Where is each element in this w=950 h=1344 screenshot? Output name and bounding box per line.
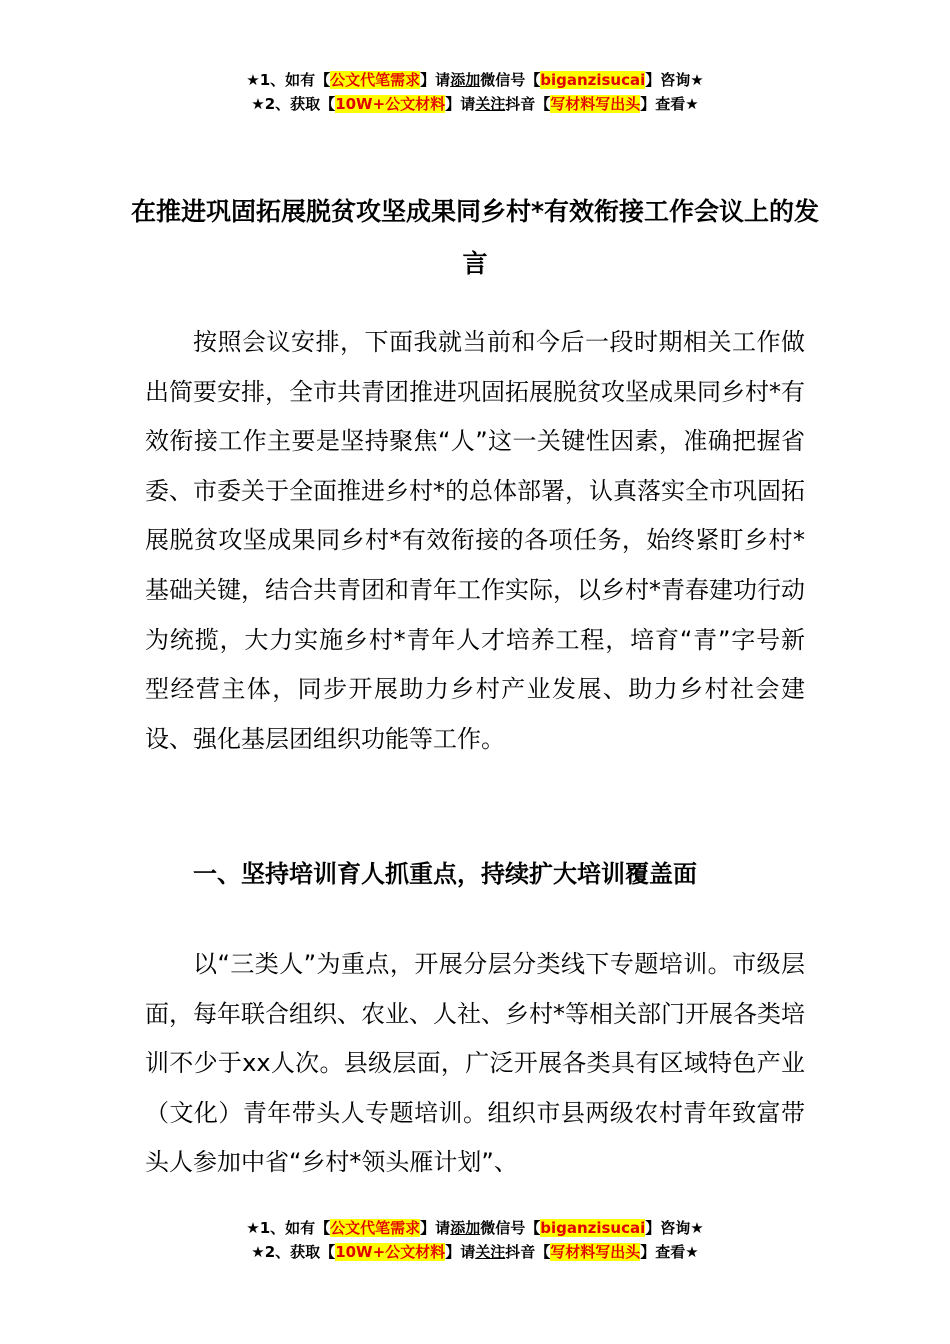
banner-emphasis: 关注 <box>475 1243 506 1261</box>
banner-text: ★2、获取【 <box>251 95 336 113</box>
document-title: 在推进巩固拓展脱贫攻坚成果同乡村*有效衔接工作会议上的发言 <box>130 197 820 278</box>
banner-emphasis: 添加 <box>450 1219 481 1237</box>
banner-text: 抖音【 <box>505 1243 551 1261</box>
banner-text: 微信号【 <box>480 1219 541 1237</box>
banner-text: ★1、如有【 <box>246 71 331 89</box>
body-section-1 <box>145 318 805 764</box>
banner-text: 抖音【 <box>505 95 551 113</box>
banner-highlight: 10W+公文材料 <box>335 1243 446 1261</box>
body-section-2 <box>145 940 805 1188</box>
banner-text: 】查看★ <box>640 95 699 113</box>
banner-highlight: biganzisucai <box>540 71 646 89</box>
banner-line-2 <box>0 1240 950 1264</box>
banner-text: ★2、获取【 <box>251 1243 336 1261</box>
banner-highlight: biganzisucai <box>540 1219 646 1237</box>
footer-banner <box>0 1216 950 1264</box>
banner-highlight: 写材料写出头 <box>550 95 641 113</box>
banner-highlight: 写材料写出头 <box>550 1243 641 1261</box>
banner-text: 】请 <box>445 1243 476 1261</box>
banner-highlight: 10W+公文材料 <box>335 95 446 113</box>
banner-text: 】查看★ <box>640 1243 699 1261</box>
banner-text: 】咨询★ <box>645 1219 704 1237</box>
banner-text: 】咨询★ <box>645 71 704 89</box>
banner-highlight: 公文代笔需求 <box>330 1219 421 1237</box>
section-heading: 一、坚持培训育人抓重点，持续扩大培训覆盖面 <box>193 860 697 888</box>
header-banner <box>0 68 950 116</box>
banner-text: 】请 <box>445 95 476 113</box>
banner-line-2 <box>0 92 950 116</box>
banner-text: 】请 <box>420 1219 451 1237</box>
banner-emphasis: 添加 <box>450 71 481 89</box>
body-paragraph: 按照会议安排，下面我就当前和今后一段时期相关工作做出简要安排，全市共青团推进巩固拓展脱贫攻坚成果同乡村*有效衔接工作主要是坚持聚焦“人”这一关键性因素，准确把握省委、市委关于全面推进乡村*的总体部署，认真落实全市巩固拓展脱贫攻坚成果同乡村*有效衔接的各项任务，始终紧盯乡村*基础关键，结合共青团和青年工作实际，以乡村*青春建功行动为统揽，大力实施乡村*青年人才培养工程，培育“青”字号新型经营主体，同步开展助力乡村产业发展、助力乡村社会建设、强化基层团组织功能等工作。 <box>145 328 805 753</box>
banner-emphasis: 关注 <box>475 95 506 113</box>
body-paragraph: 以“三类人”为重点，开展分层分类线下专题培训。市级层面，每年联合组织、农业、人社、乡村*等相关部门开展各类培训不少于xx人次。县级层面，广泛开展各类具有区域特色产业（文化）青年带头人专题培训。组织市县两级农村青年致富带头人参加中省“乡村*领头雁计划”、 <box>145 950 805 1177</box>
banner-text: 微信号【 <box>480 71 541 89</box>
banner-line-1 <box>0 1216 950 1240</box>
banner-line-1 <box>0 68 950 92</box>
banner-text: 】请 <box>420 71 451 89</box>
banner-text: ★1、如有【 <box>246 1219 331 1237</box>
banner-highlight: 公文代笔需求 <box>330 71 421 89</box>
